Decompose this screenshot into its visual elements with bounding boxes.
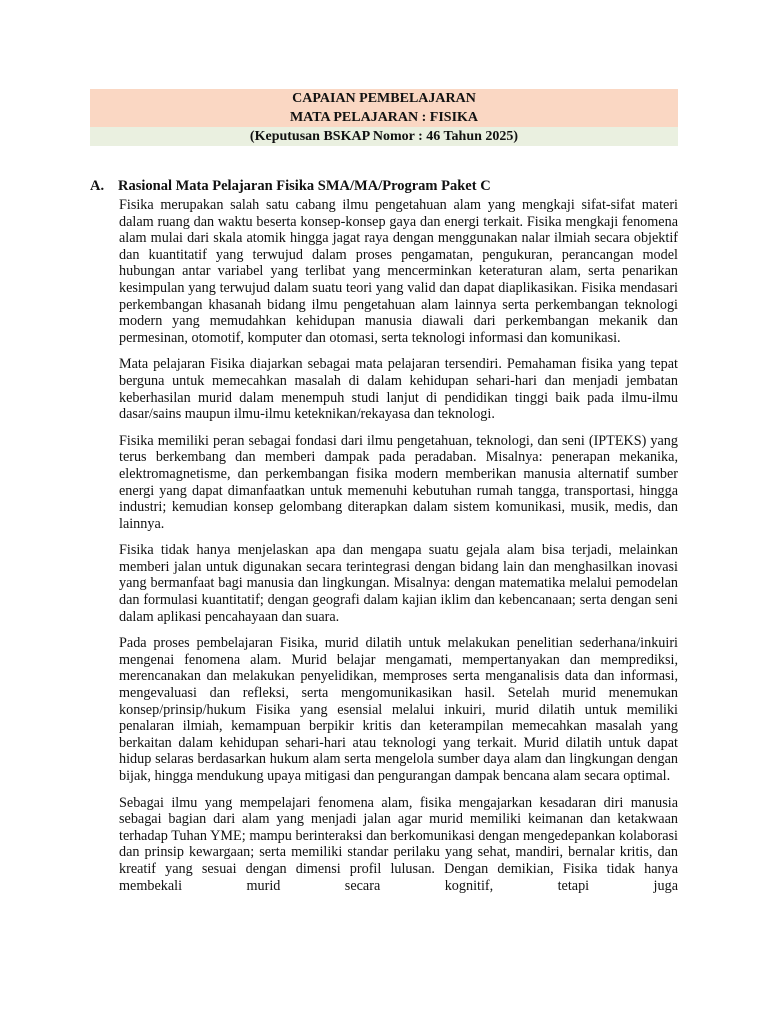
paragraph: Fisika merupakan salah satu cabang ilmu pengetahuan alam yang mengkaji sifat-sifat materi dalam ruang dan waktu beserta konsep-konsep gaya dan energi terkait. Fisika mengkaji fenomena alam mulai dari skala atomik hingga jagat raya dengan menggunakan nalar ilmiah secara objektif dan kuantitatif yang terwujud dalam proses pengamatan, pengukuran, perancangan model hubungan antar variabel yang terlibat yang mencerminkan keteraturan alam, serta penarikan kesimpulan yang terwujud dalam suatu teori yang valid dan dapat diaplikasikan. Fisika mendasari perkembangan khasanah bidang ilmu pengetahuan alam lainnya serta perkembangan teknologi modern yang memudahkan kehidupan manusia diawali dari perkembangan mekanik dan permesinan, otomotif, komputer dan otomasi, serta teknologi informasi dan komunikasi. bbox=[119, 197, 678, 346]
section-letter: A. bbox=[90, 178, 105, 194]
paragraph: Fisika tidak hanya menjelaskan apa dan mengapa suatu gejala alam bisa terjadi, melainkan memberi jalan untuk digunakan secara terintegrasi dengan bidang lain dan menghasilkan inovasi yang bermanfaat bagi manusia dan lingkungan. Misalnya: dengan matematika melalui pemodelan dan formulasi kuantitatif; dengan geografi dalam kajian iklim dan kebencanaan; serta dengan seni dalam aplikasi pencahayaan dan suara. bbox=[119, 542, 678, 625]
section-body bbox=[119, 197, 678, 904]
header-subject: MATA PELAJARAN : FISIKA bbox=[90, 108, 678, 127]
section-heading bbox=[90, 177, 680, 195]
header-title: CAPAIAN PEMBELAJARAN bbox=[90, 89, 678, 108]
section-title: Rasional Mata Pelajaran Fisika SMA/MA/Program Paket C bbox=[118, 178, 491, 194]
paragraph: Mata pelajaran Fisika diajarkan sebagai mata pelajaran tersendiri. Pemahaman fisika yang tepat berguna untuk memecahkan masalah di dalam kehidupan sehari-hari dan menjadi jembatan keberhasilan murid dalam menempuh studi lanjut di pendidikan tinggi baik pada ilmu-ilmu dasar/sains maupun ilmu-ilmu keteknikan/rekayasa dan teknologi. bbox=[119, 356, 678, 423]
paragraph: Fisika memiliki peran sebagai fondasi dari ilmu pengetahuan, teknologi, dan seni (IPTEKS) yang terus berkembang dan memberi dampak pada peradaban. Misalnya: penerapan mekanika, elektromagnetisme, dan perkembangan fisika modern memberikan manusia alternatif sumber energi yang dapat dimanfaatkan untuk memenuhi kebutuhan rumah tangga, transportasi, hingga industri; kemudian konsep gelombang diterapkan dalam sistem komunikasi, musik, medis, dan lainnya. bbox=[119, 432, 678, 532]
paragraph: Sebagai ilmu yang mempelajari fenomena alam, fisika mengajarkan kesadaran diri manusia sebagai bagian dari alam yang menjadi jalan agar murid memiliki keimanan dan ketakwaan terhadap Tuhan YME; mampu berinteraksi dan berkomunikasi dengan mengedepankan kolaborasi dan prinsip kewargaan; serta memiliki standar perilaku yang sehat, mandiri, bernalar kritis, dan kreatif yang sesuai dengan dimensi profil lulusan. Dengan demikian, Fisika tidak hanya membekali murid secara kognitif, tetapi juga bbox=[119, 794, 678, 894]
header-decree: (Keputusan BSKAP Nomor : 46 Tahun 2025) bbox=[90, 127, 678, 146]
paragraph: Pada proses pembelajaran Fisika, murid dilatih untuk melakukan penelitian sederhana/inkuiri mengenai fenomena alam. Murid belajar mengamati, mempertanyakan dan memprediksi, merencanakan dan melakukan penyelidikan, memproses serta menganalisis data dan informasi, mengevaluasi dan refleksi, serta mengomunikasikan hasil. Setelah murid menemukan konsep/prinsip/hukum Fisika yang esensial melalui inkuiri, murid dilatih untuk memiliki penalaran ilmiah, kemampuan berpikir kritis dan keterampilan memecahkan masalah yang berkaitan dalam kehidupan sehari-hari atau teknologi yang terkait. Murid dilatih untuk dapat hidup selaras berdasarkan hukum alam serta mengelola sumber daya alam dan lingkungan dengan bijak, hingga mendukung upaya mitigasi dan pengurangan dampak bencana alam secara optimal. bbox=[119, 635, 678, 784]
document-header bbox=[90, 89, 678, 146]
